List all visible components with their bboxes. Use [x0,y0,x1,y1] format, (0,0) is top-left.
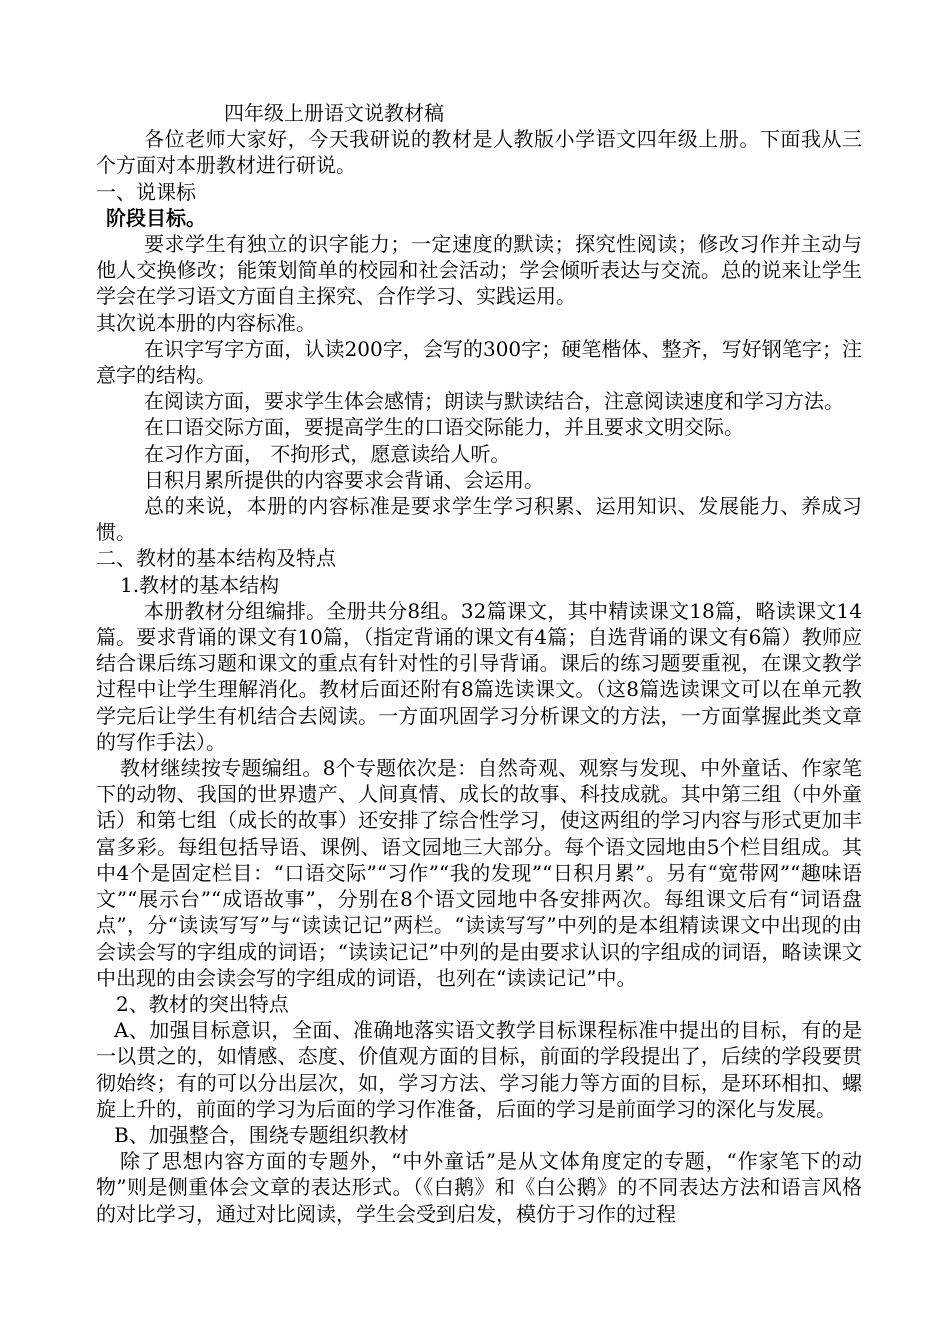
paragraph-feature-b: 除了思想内容方面的专题外，“中外童话”是从文体角度定的专题，“作家笔下的动物”则是侧重体会文章的表达形式。（《白鹅》和《白公鹅》的不同表达方法和语言风格的对比学习，通过对比阅读，学生会受到启发，模仿于习作的过程 [96,1149,862,1226]
paragraph-structure: 本册教材分组编排。全册共分8组。32篇课文，其中精读课文18篇，略读课文14篇。要求背诵的课文有10篇，（指定背诵的课文有4篇；自选背诵的课文有6篇）教师应结合课后练习题和课文的重点有针对性的引导背诵。课后的练习题要重视，在课文教学过程中让学生理解消化。教材后面还附有8篇选读课文。（这8篇选读课文可以在单元教学完后让学生有机结合去阅读。一方面巩固学习分析课文的方法，一方面掌握此类文章的写作手法）。 [96,598,862,754]
section-heading-2: 二、教材的基本结构及特点 [96,546,336,571]
paragraph-writing: 在习作方面， 不拘形式，愿意读给人听。 [144,441,511,466]
paragraph-summary: 总的来说，本册的内容标准是要求学生学习积累、运用知识、发展能力、养成习惯。 [96,494,862,545]
paragraph-accumulation: 日积月累所提供的内容要求会背诵、会运用。 [144,467,544,492]
intro-paragraph: 各位老师大家好，今天我研说的教材是人教版小学语文四年级上册。下面我从三个方面对本册教材进行研说。 [96,127,862,178]
document-title: 四年级上册语文说教材稿 [224,101,444,125]
document-page [96,100,862,1227]
paragraph-reading: 在阅读方面，要求学生体会感情；朗读与默读结合，注意阅读速度和学习方法。 [144,389,844,414]
subheading-feature-b: B、加强整合，围绕专题组织教材 [114,1122,409,1147]
section-heading-1: 一、说课标 [96,179,196,204]
paragraph-stage-goals: 要求学生有独立的识字能力；一定速度的默读；探究性阅读；修改习作并主动与他人交换修改；能策划简单的校园和社会活动；学会倾听表达与交流。总的说来让学生学会在学习语文方面自主探究、合作学习、实践运用。 [96,232,862,309]
paragraph-oral: 在口语交际方面，要提高学生的口语交际能力，并且要求文明交际。 [144,415,744,440]
paragraph-feature-a: A、加强目标意识，全面、准确地落实语文教学目标课程标准中提出的目标，有的是一以贯之的，如情感、态度、价值观方面的目标，前面的学段提出了，后续的学段要贯彻始终；有的可以分出层次，如，学习方法、学习能力等方面的目标，是环环相扣、螺旋上升的，前面的学习为后面的学习作准备，后面的学习是前面学习的深化与发展。 [96,1018,862,1121]
subheading-features: 2、教材的突出特点 [116,991,289,1016]
subheading-stage-goals: 阶段目标。 [106,205,206,230]
paragraph-topics: 教材继续按专题编组。8个专题依次是：自然奇观、观察与发现、中外童话、作家笔下的动物、我国的世界遗产、人间真情、成长的故事、科技成就。其中第三组（中外童话）和第七组（成长的故事）还安排了综合性学习，使这两组的学习内容与形式更加丰富多彩。每组包括导语、课例、语文园地三大部分。每个语文园地由5个栏目组成。其中4个是固定栏目：“口语交际”“习作”“我的发现”“日积月累”。另有“宽带网”“趣味语文”“展示台”“成语故事”，分别在8个语文园地中各安排两次。每组课文后有“词语盘点”，分“读读写写”与“读读记记”两栏。“读读写写”中列的是本组精读课文中出现的由会读会写的字组成的词语；“读读记记”中列的是由要求认识的字组成的词语，略读课文中出现的由会读会写的字组成的词语，也列在“读读记记”中。 [96,756,862,990]
paragraph-content-standard: 其次说本册的内容标准。 [96,310,316,335]
paragraph-literacy: 在识字写字方面，认读200字，会写的300字；硬笔楷体、整齐，写好钢笔字；注意字的结构。 [96,336,862,388]
subheading-structure: 1.教材的基本结构 [120,572,280,597]
